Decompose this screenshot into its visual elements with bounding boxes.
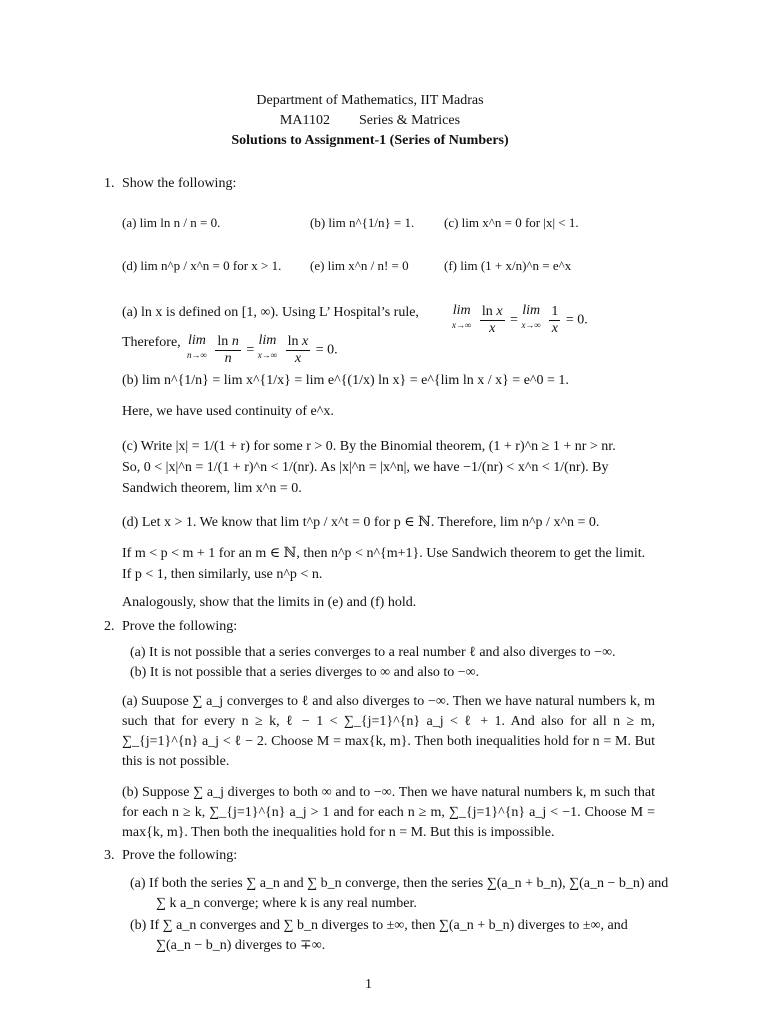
q1-part-d: (d) lim n^p / x^n = 0 for x > 1. bbox=[122, 258, 282, 273]
q1-solution-c-2: So, 0 < |x|^n = 1/(1 + r)^n < 1/(nr). As |x|^n = |x^n|, we have −1/(nr) < x^n < 1/(nr). By bbox=[122, 460, 609, 475]
q3-part-a-2: ∑ k a_n converge; where k is any real number. bbox=[156, 896, 417, 911]
q1-solution-e-f: Analogously, show that the limits in (e) and (f) hold. bbox=[122, 595, 417, 610]
q1-solution-c-1: (c) Write |x| = 1/(1 + r) for some r > 0. By the Binomial theorem, (1 + r)^n ≥ 1 + nr > nr. bbox=[122, 439, 616, 454]
course-line bbox=[0, 112, 740, 130]
q1-solution-d-2: If m < p < m + 1 for an m ∈ ℕ, then n^p < n^{m+1}. Use Sandwich theorem to get the limit. bbox=[122, 546, 646, 561]
q1-part-a: (a) lim ln n / n = 0. bbox=[122, 215, 221, 230]
q3-number: 3. bbox=[104, 848, 115, 863]
q1-solution-b: (b) lim n^{1/n} = lim x^{1/x} = lim e^{(1/x) ln x} = e^{lim ln x / x} = e^0 = 1. bbox=[122, 373, 569, 388]
q1-solution-d-1: (d) Let x > 1. We know that lim t^p / x^t = 0 for p ∈ ℕ. Therefore, lim n^p / x^n = 0. bbox=[122, 515, 600, 530]
page-number: 1 bbox=[365, 977, 372, 992]
q2-number: 2. bbox=[104, 619, 115, 634]
course-name: Series & Matrices bbox=[358, 113, 461, 128]
q1-solution-d-3: If p < 1, then similarly, use n^p < n. bbox=[122, 567, 323, 582]
q1-part-e: (e) lim x^n / n! = 0 bbox=[310, 258, 409, 273]
q1-solution-a-limit: lim x→∞ $\frac{\text{ln x}}{x}$ = lim x→∞ $\frac{1}{x}$ = 0. bbox=[452, 303, 588, 336]
q1-part-c: (c) lim x^n = 0 for |x| < 1. bbox=[444, 215, 579, 230]
course-code: MA1102 bbox=[279, 113, 330, 128]
q3-part-b-2: ∑(a_n − b_n) diverges to ∓∞. bbox=[156, 938, 326, 953]
q1-part-b: (b) lim n^{1/n} = 1. bbox=[310, 215, 415, 230]
q1-solution-a-2: Therefore, bbox=[122, 335, 181, 350]
q1-solution-a-therefore: lim n→∞ $\frac{\text{ln n}}{n}$ = lim x→∞ $\frac{\text{ln x}}{x}$ = 0. bbox=[187, 333, 338, 366]
q1-prompt: Show the following: bbox=[122, 176, 237, 191]
q3-part-b-1: (b) If ∑ a_n converges and ∑ b_n diverges to ±∞, then ∑(a_n + b_n) diverges to ±∞, and bbox=[130, 918, 628, 933]
department-line: Department of Mathematics, IIT Madras bbox=[256, 93, 484, 108]
q1-solution-a-1: (a) ln x is defined on [1, ∞). Using L’ Hospital’s rule, bbox=[122, 305, 419, 320]
q2-prompt: Prove the following: bbox=[122, 619, 238, 634]
q1-solution-c-3: Sandwich theorem, lim x^n = 0. bbox=[122, 481, 302, 496]
q2-part-b: (b) It is not possible that a series diverges to ∞ and also to −∞. bbox=[130, 665, 480, 680]
q3-part-a-1: (a) If both the series ∑ a_n and ∑ b_n converge, then the series ∑(a_n + b_n), ∑(a_n − b_n) and bbox=[130, 876, 669, 891]
document-title: Solutions to Assignment-1 (Series of Numbers) bbox=[231, 133, 509, 148]
q2-solution-b: (b) Suppose ∑ a_j diverges to both ∞ and to −∞. Then we have natural numbers k, m such that for each n ≥ k, ∑_{j=1}^{n} a_j > 1 and for each n ≥ m, ∑_{j=1}^{n} a_j < −1. Choose M = max{k, m}. Then both the inequalities hold for n = M. But this is impossible. bbox=[122, 785, 655, 840]
q3-prompt: Prove the following: bbox=[122, 848, 238, 863]
q1-solution-b-note: Here, we have used continuity of e^x. bbox=[122, 404, 334, 419]
q1-part-f: (f) lim (1 + x/n)^n = e^x bbox=[444, 258, 572, 273]
q2-part-a: (a) It is not possible that a series converges to a real number ℓ and also diverges to −∞. bbox=[130, 645, 616, 660]
q1-number: 1. bbox=[104, 176, 115, 191]
q2-solution-a: (a) Suupose ∑ a_j converges to ℓ and also diverges to −∞. Then we have natural numbers k, m such that for every n ≥ k, ℓ − 1 < ∑_{j=1}^{n} a_j < ℓ + 1. And also for all n ≥ m, ∑_{j=1}^{n} a_j < ℓ − 2. Choose M = max{k, m}. Then both inequalities hold for n = M. But this is not possible. bbox=[122, 694, 655, 769]
